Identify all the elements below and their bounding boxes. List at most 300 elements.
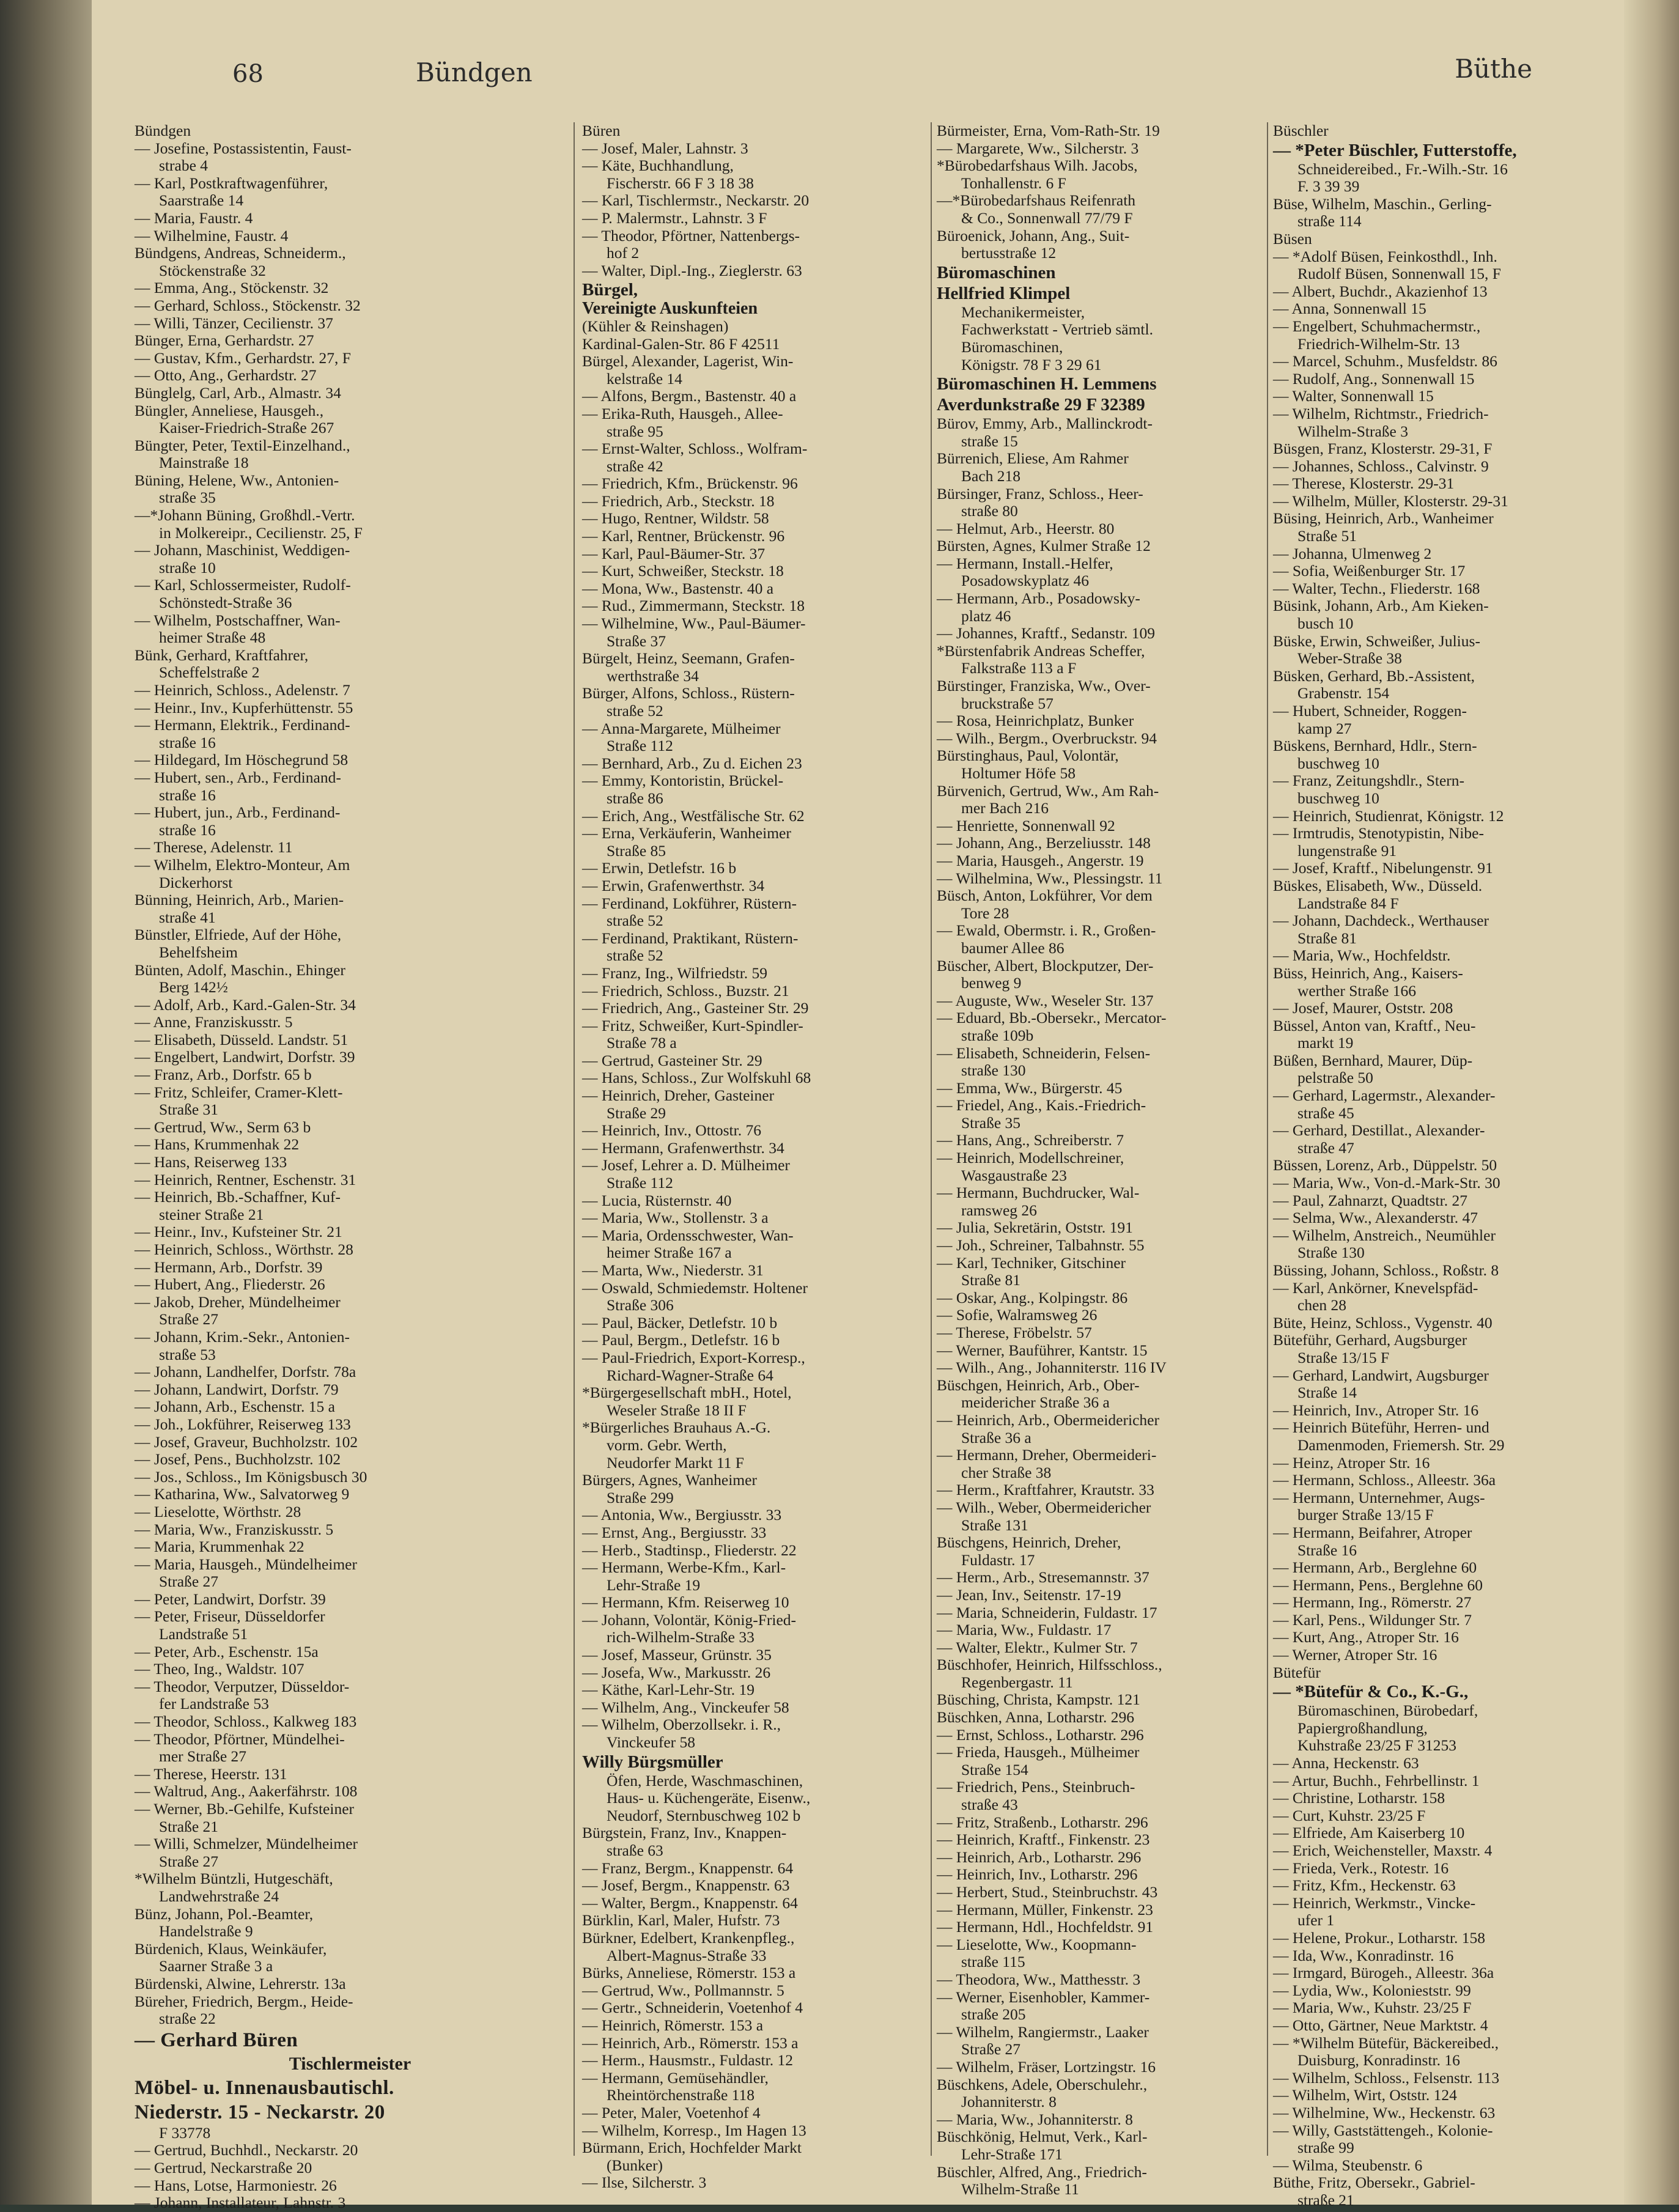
directory-entry: Büngter, Peter, Textil-Einzelhand., (135, 436, 350, 454)
directory-entry: — Heinrich, Dreher, Gasteiner (582, 1086, 775, 1105)
directory-entry: — Theodora, Ww., Matthesstr. 3 (937, 1970, 1141, 1988)
directory-entry: — Gertrud, Gasteiner Str. 29 (582, 1051, 762, 1069)
directory-entry: — Hermann, Müller, Finkenstr. 23 (937, 1900, 1153, 1919)
directory-entry: Saarner Straße 3 a (159, 1957, 273, 1975)
directory-entry: — Josef, Pens., Buchholzstr. 102 (135, 1450, 341, 1469)
directory-entry: Bürsinger, Franz, Schloss., Heer- (937, 484, 1143, 503)
directory-entry: — Lieselotte, Ww., Koopmann- (937, 1935, 1137, 1953)
page-number: 68 (232, 60, 264, 88)
directory-entry: Straße 112 (607, 737, 673, 755)
directory-entry: — Heinrich, Schloss., Wörthstr. 28 (135, 1241, 353, 1258)
directory-entry: — Hubert, Ang., Fliederstr. 26 (135, 1275, 325, 1294)
directory-entry: — Johann, Landwirt, Dorfstr. 79 (135, 1380, 339, 1398)
directory-entry: Bürger, Alfons, Schloss., Rüstern- (582, 684, 795, 702)
directory-entry: — Hermann, Schloss., Alleestr. 36a (1273, 1471, 1496, 1489)
directory-entry: Holtumer Höfe 58 (961, 764, 1076, 782)
directory-entry: Fischerstr. 66 F 3 18 38 (607, 174, 754, 192)
directory-entry: — Johann, Dachdeck., Werthauser (1273, 912, 1489, 930)
directory-entry: straße 53 (159, 1345, 216, 1363)
directory-entry: Grabenstr. 154 (1297, 684, 1390, 702)
column-rule (574, 122, 575, 2156)
directory-entry: — *Peter Büschler, Futterstoffe, (1273, 140, 1517, 160)
directory-entry: — Irmtrudis, Stenotypistin, Nibe- (1273, 824, 1484, 842)
directory-entry: — Elfriede, Am Kaiserberg 10 (1273, 1824, 1465, 1842)
directory-entry: — Hildegard, Im Höschegrund 58 (135, 751, 349, 769)
directory-entry: — Heinrich, Inv., Atroper Str. 16 (1273, 1401, 1479, 1419)
directory-entry: — Friedrich, Ang., Gasteiner Str. 29 (582, 999, 809, 1017)
directory-entry: — Johann, Arb., Eschenstr. 15 a (135, 1398, 335, 1416)
directory-entry: Straße 299 (607, 1488, 674, 1506)
directory-entry: ramsweg 26 (961, 1201, 1037, 1219)
directory-entry: — Karl, Rentner, Brückenstr. 96 (582, 527, 785, 545)
directory-entry: — Eduard, Bb.-Obersekr., Mercator- (937, 1009, 1167, 1027)
directory-entry: Falkstraße 113 a F (961, 659, 1077, 677)
directory-entry: straße 16 (159, 786, 216, 804)
directory-entry: — Bernhard, Arb., Zu d. Eichen 23 (582, 754, 802, 772)
directory-entry: *Bürstenfabrik Andreas Scheffer, (937, 641, 1145, 660)
directory-entry: Dickerhorst (159, 873, 233, 891)
directory-entry: — Paul, Bergm., Detlefstr. 16 b (582, 1331, 780, 1349)
directory-entry: Büsink, Johann, Arb., Am Kieken- (1273, 597, 1489, 615)
directory-entry: — Ilse, Silcherstr. 3 (582, 2173, 707, 2192)
directory-entry: Kaiser-Friedrich-Straße 267 (159, 419, 334, 437)
directory-entry: Bürks, Anneliese, Römerstr. 153 a (582, 1964, 796, 1982)
directory-entry: Bürdenich, Klaus, Weinkäufer, (135, 1939, 327, 1958)
directory-entry: Straße 16 (1297, 1541, 1357, 1559)
directory-entry: Straße 31 (159, 1100, 219, 1119)
directory-entry: Kardinal-Galen-Str. 86 F 42511 (582, 334, 780, 353)
directory-entry: — Maria, Hausgeh., Angerstr. 19 (937, 851, 1144, 869)
directory-entry: — Heinrich, Werkmstr., Vincke- (1273, 1893, 1476, 1912)
directory-entry: Bürsten, Agnes, Kulmer Straße 12 (937, 537, 1151, 555)
directory-entry: — Franz, Bergm., Knappenstr. 64 (582, 1859, 794, 1877)
directory-entry: Büsing, Heinrich, Arb., Wanheimer (1273, 509, 1494, 528)
directory-entry: — Josefine, Postassistentin, Faust- (135, 139, 352, 157)
directory-entry: Albert-Magnus-Straße 33 (607, 1946, 767, 1964)
directory-entry: — Elisabeth, Düsseld. Landstr. 51 (135, 1030, 349, 1049)
directory-entry: straße 80 (961, 502, 1018, 520)
directory-entry: — Maria, Ww., Franziskusstr. 5 (135, 1520, 334, 1538)
directory-entry: Büssing, Johann, Schloss., Roßstr. 8 (1273, 1261, 1499, 1279)
directory-entry: — Wilhelm, Oberzollsekr. i. R., (582, 1716, 781, 1734)
directory-entry: — Hans, Lotse, Harmoniestr. 26 (135, 2176, 337, 2194)
directory-entry: Büsch, Anton, Lokführer, Vor dem (937, 887, 1153, 905)
directory-entry: Bürstinghaus, Paul, Volontär, (937, 747, 1119, 765)
directory-entry: straße 86 (607, 789, 663, 807)
directory-entry: — Hans, Krummenhak 22 (135, 1135, 300, 1154)
directory-entry: — Sofia, Weißenburger Str. 17 (1273, 562, 1466, 580)
directory-entry: Straße 27 (159, 1852, 219, 1870)
directory-entry: — Maria, Krummenhak 22 (135, 1538, 304, 1556)
directory-entry: — Friedrich, Schloss., Buzstr. 21 (582, 981, 789, 1000)
directory-entry: heimer Straße 167 a (607, 1244, 732, 1262)
directory-entry: — Maria, Ww., Johanniterstr. 8 (937, 2110, 1133, 2128)
directory-entry: — Heinr., Inv., Kufsteiner Str. 21 (135, 1223, 342, 1241)
directory-entry: — Josef, Kraftf., Nibelungenstr. 91 (1273, 859, 1493, 877)
directory-entry: — Peter, Friseur, Düsseldorfer (135, 1607, 325, 1626)
directory-entry: Lehr-Straße 19 (607, 1576, 701, 1594)
directory-entry: — Engelbert, Schuhmachermstr., (1273, 317, 1481, 335)
directory-entry: — Hermann, Arb., Dorfstr. 39 (135, 1258, 323, 1276)
directory-entry: — Hermann, Werbe-Kfm., Karl- (582, 1558, 786, 1577)
directory-entry: — Herbert, Stud., Steinbruchstr. 43 (937, 1883, 1158, 1901)
directory-entry: — Hubert, sen., Arb., Ferdinand- (135, 768, 341, 786)
directory-entry: — Maria, Ordensschwester, Wan- (582, 1226, 794, 1244)
directory-entry: — Albert, Buchdr., Akazienhof 13 (1273, 282, 1488, 300)
page-header (141, 48, 1593, 97)
directory-entry: — Wilhelm, Rangiermstr., Laaker (937, 2022, 1149, 2041)
directory-entry: Büssel, Anton van, Kraftf., Neu- (1273, 1016, 1476, 1034)
directory-entry: Büskens, Bernhard, Hdlr., Stern- (1273, 737, 1477, 755)
directory-entry: chen 28 (1297, 1296, 1347, 1314)
directory-entry: — Mona, Ww., Bastenstr. 40 a (582, 579, 774, 597)
directory-entry: Landstraße 51 (159, 1625, 248, 1643)
directory-entry: — Heinrich Büteführ, Herren- und (1273, 1418, 1489, 1437)
directory-entry: cher Straße 38 (961, 1463, 1052, 1481)
directory-entry: straße 52 (607, 946, 663, 965)
directory-entry: Straße 27 (159, 1310, 219, 1329)
directory-entry: — Lydia, Ww., Kolonieststr. 99 (1273, 1981, 1471, 1999)
directory-entry: mer Straße 27 (159, 1747, 247, 1766)
directory-entry: Bürkner, Edelbert, Krankenpfleg., (582, 1928, 795, 1947)
directory-entry: straße 16 (159, 820, 216, 839)
directory-entry: — Wilhelm, Schloss., Felsenstr. 113 (1273, 2068, 1500, 2087)
directory-entry: — Gertrud, Neckarstraße 20 (135, 2158, 312, 2177)
directory-entry: straße 45 (1297, 1104, 1354, 1122)
directory-entry: straße 114 (1297, 212, 1362, 230)
directory-entry: — Wilh., Weber, Obermeidericher (937, 1498, 1151, 1516)
directory-entry: — Katharina, Ww., Salvatorweg 9 (135, 1485, 350, 1503)
directory-entry: straße 130 (961, 1061, 1026, 1080)
directory-entry: — Heinrich, Modellschreiner, (937, 1149, 1124, 1167)
directory-entry: — Hermann, Ing., Römerstr. 27 (1273, 1593, 1472, 1612)
directory-entry: — Herb., Stadtinsp., Fliederstr. 22 (582, 1541, 797, 1559)
directory-entry: straße 95 (607, 422, 663, 440)
directory-entry: straße 10 (159, 558, 216, 577)
directory-column-3 (937, 122, 1270, 2199)
directory-entry: Büßen, Bernhard, Maurer, Düp- (1273, 1051, 1473, 1069)
directory-entry: Büte, Heinz, Schloss., Vygenstr. 40 (1273, 1313, 1493, 1332)
directory-entry: — Karl, Pens., Wildunger Str. 7 (1273, 1610, 1472, 1629)
directory-entry: — Josef, Masseur, Grünstr. 35 (582, 1646, 772, 1664)
directory-entry: — Erna, Verkäuferin, Wanheimer (582, 824, 791, 842)
directory-entry: straße 63 (607, 1841, 663, 1859)
directory-entry: — Ernst, Schloss., Lotharstr. 296 (937, 1725, 1144, 1744)
directory-entry: Straße 81 (1297, 929, 1357, 947)
right-headword: Büthe (1455, 54, 1532, 84)
directory-entry: — Margarete, Ww., Silcherstr. 3 (937, 139, 1139, 157)
directory-entry: — Heinrich, Schloss., Adelenstr. 7 (135, 681, 350, 699)
directory-entry: — Heinrich, Studienrat, Königstr. 12 (1273, 806, 1504, 825)
directory-entry: — Emmy, Kontoristin, Brückel- (582, 772, 784, 790)
directory-entry: — Hubert, jun., Arb., Ferdinand- (135, 803, 341, 822)
directory-entry: — Wilhelmine, Ww., Heckenstr. 63 (1273, 2103, 1496, 2122)
directory-entry: Posadowskyplatz 46 (961, 572, 1089, 590)
directory-entry: — *Adolf Büsen, Feinkosthdl., Inh. (1273, 247, 1497, 265)
directory-entry: — Herm., Kraftfahrer, Krautstr. 33 (937, 1481, 1154, 1499)
directory-entry: — Helmut, Arb., Heerstr. 80 (937, 519, 1115, 537)
directory-entry: Straße 21 (159, 1817, 219, 1835)
directory-entry: — Heinz, Atroper Str. 16 (1273, 1453, 1430, 1472)
directory-entry: — Helene, Prokur., Lotharstr. 158 (1273, 1928, 1486, 1947)
directory-entry: Behelfsheim (159, 943, 238, 961)
directory-entry: — Wilhelmina, Ww., Plessingstr. 11 (937, 869, 1163, 887)
directory-entry: — Wilma, Steubenstr. 6 (1273, 2156, 1423, 2174)
directory-entry: — Wilhelm, Fräser, Lortzingstr. 16 (937, 2057, 1156, 2076)
directory-entry: — Gerhard, Destillat., Alexander- (1273, 1121, 1485, 1140)
directory-entry: — Gerhard, Lagermstr., Alexander- (1273, 1086, 1496, 1105)
directory-entry: Büschhofer, Heinrich, Hilfsschloss., (937, 1656, 1162, 1674)
directory-entry: — Franz, Ing., Wilfriedstr. 59 (582, 964, 768, 982)
directory-entry: — Willi, Schmelzer, Mündelheimer (135, 1835, 358, 1853)
directory-entry: heimer Straße 48 (159, 629, 266, 647)
directory-entry: — Karl, Ankörner, Knevelspfäd- (1273, 1278, 1478, 1297)
directory-entry: Büreher, Friedrich, Bergm., Heide- (135, 1992, 353, 2010)
directory-entry: — Heinrich, Inv., Lotharstr. 296 (937, 1865, 1138, 1884)
directory-entry: — Fritz, Schweißer, Kurt-Spindler- (582, 1016, 803, 1034)
directory-entry: — Johann, Ang., Berzeliusstr. 148 (937, 834, 1151, 852)
directory-entry: — Frieda, Hausgeh., Mülheimer (937, 1743, 1140, 1761)
directory-entry: straße 205 (961, 2005, 1026, 2024)
directory-entry: Damenmoden, Friemersh. Str. 29 (1297, 1436, 1505, 1454)
directory-entry: — Ernst-Walter, Schloss., Wolfram- (582, 440, 808, 458)
directory-entry: meidericher Straße 36 a (961, 1393, 1110, 1412)
directory-entry: — Johann, Maschinist, Weddigen- (135, 541, 350, 559)
directory-entry: — Heinrich, Rentner, Eschenstr. 31 (135, 1170, 356, 1189)
directory-entry: — Ferdinand, Lokführer, Rüstern- (582, 894, 797, 912)
directory-entry: Straße 13/15 F (1297, 1348, 1390, 1366)
directory-entry: — Anna, Sonnenwall 15 (1273, 300, 1426, 318)
directory-entry: — Rudolf, Ang., Sonnenwall 15 (1273, 369, 1475, 388)
directory-entry: pelstraße 50 (1297, 1069, 1373, 1087)
directory-entry: — Oswald, Schmiedemstr. Holtener (582, 1278, 808, 1297)
directory-entry: — Johann, Landhelfer, Dorfstr. 78a (135, 1363, 356, 1381)
directory-entry: Straße 14 (1297, 1384, 1357, 1402)
directory-entry: — Maria, Ww., Stollenstr. 3 a (582, 1209, 769, 1227)
directory-entry: — Wilhelmine, Faustr. 4 (135, 226, 289, 245)
directory-entry: — *Wilhelm Bütefür, Bäckereibed., (1273, 2033, 1499, 2052)
directory-entry: — Artur, Buchh., Fehrbellinstr. 1 (1273, 1771, 1480, 1790)
directory-entry: *Bürobedarfshaus Wilh. Jacobs, (937, 157, 1138, 175)
directory-entry: — Josef, Graveur, Buchholzstr. 102 (135, 1432, 358, 1451)
directory-entry: Vinckeufer 58 (607, 1733, 696, 1752)
directory-entry: — Wilhelm, Müller, Klosterstr. 29-31 (1273, 492, 1508, 510)
directory-entry: Tonhallenstr. 6 F (961, 174, 1066, 192)
directory-entry: Bürvenich, Gertrud, Ww., Am Rah- (937, 781, 1159, 800)
directory-entry: straße 22 (159, 2010, 216, 2028)
directory-entry: — Willi, Tänzer, Cecilienstr. 37 (135, 314, 333, 332)
directory-entry: Neudorfer Markt 11 F (607, 1453, 744, 1472)
directory-entry: — Johann, Installateur, Lahnstr. 3 (135, 2194, 346, 2212)
directory-entry: — Theo, Ing., Waldstr. 107 (135, 1660, 304, 1678)
directory-entry: — Joh., Schreiner, Talbahnstr. 55 (937, 1236, 1145, 1255)
directory-entry: Richard-Wagner-Straße 64 (607, 1366, 773, 1384)
directory-entry: Saarstraße 14 (159, 191, 244, 210)
directory-entry: Büsen (1273, 229, 1312, 248)
directory-entry: — Johanna, Ulmenweg 2 (1273, 544, 1432, 562)
directory-column-4 (1273, 122, 1600, 2209)
directory-entry: — Josef, Maler, Lahnstr. 3 (582, 139, 748, 157)
directory-entry: — Hermann, Unternehmer, Augs- (1273, 1488, 1485, 1506)
directory-entry: — Paul, Zahnarzt, Quadtstr. 27 (1273, 1191, 1467, 1209)
directory-entry: Straße 27 (159, 1572, 219, 1591)
directory-entry: — Theodor, Pförtner, Nattenbergs- (582, 226, 800, 245)
directory-entry: — Josef, Lehrer a. D. Mülheimer (582, 1156, 790, 1174)
directory-entry: — Gertr., Schneiderin, Voetenhof 4 (582, 1999, 803, 2017)
directory-entry: — Erwin, Detlefstr. 16 b (582, 859, 737, 877)
directory-entry: — Emma, Ww., Bürgerstr. 45 (937, 1078, 1123, 1097)
directory-entry: Straße 29 (607, 1104, 666, 1122)
directory-entry: *Bürgergesellschaft mbH., Hotel, (582, 1384, 792, 1402)
directory-entry: markt 19 (1297, 1034, 1354, 1052)
directory-entry: — Johannes, Kraftf., Sedanstr. 109 (937, 624, 1155, 643)
directory-entry: Scheffelstraße 2 (159, 663, 260, 682)
directory-entry: Bürmeister, Erna, Vom-Rath-Str. 19 (937, 122, 1160, 139)
directory-entry: — Franz, Zeitungshdlr., Stern- (1273, 772, 1465, 790)
directory-entry: Straße 37 (607, 632, 666, 650)
directory-entry: — Sofie, Walramsweg 26 (937, 1306, 1098, 1324)
directory-entry: — Oskar, Ang., Kolpingstr. 86 (937, 1288, 1128, 1307)
directory-entry: Bach 218 (961, 466, 1021, 485)
directory-entry: —*Johann Büning, Großhdl.-Vertr. (135, 506, 355, 525)
directory-entry: — Erich, Weichensteller, Maxstr. 4 (1273, 1841, 1493, 1859)
directory-entry: — Heinrich, Arb., Römerstr. 153 a (582, 2033, 799, 2052)
directory-entry: — Maria, Ww., Hochfeldstr. (1273, 946, 1451, 965)
directory-entry: — Heinrich, Arb., Lotharstr. 296 (937, 1848, 1142, 1866)
directory-entry: F. 3 39 39 (1297, 177, 1360, 196)
directory-entry: Büschgen, Heinrich, Arb., Ober- (937, 1376, 1140, 1394)
directory-entry: *Bürgerliches Brauhaus A.-G. (582, 1418, 771, 1437)
directory-entry: — Johann, Volontär, König-Fried- (582, 1610, 797, 1629)
directory-entry: — Werner, Atroper Str. 16 (1273, 1646, 1437, 1664)
directory-entry: — Antonia, Ww., Bergiusstr. 33 (582, 1506, 782, 1524)
directory-entry: Schönstedt-Straße 36 (159, 594, 292, 612)
directory-entry: platz 46 (961, 606, 1011, 625)
directory-entry: — Johannes, Schloss., Calvinstr. 9 (1273, 457, 1489, 475)
directory-entry: — Fritz, Kfm., Heckenstr. 63 (1273, 1876, 1456, 1895)
directory-entry: Bürgel, (582, 280, 638, 300)
directory-entry: straße 16 (159, 733, 216, 751)
directory-entry: Stöckenstraße 32 (159, 261, 266, 279)
directory-entry: Papiergroßhandlung, (1297, 1719, 1428, 1737)
directory-entry: — Heinr., Inv., Kupferhüttenstr. 55 (135, 698, 353, 717)
directory-entry: Büschken, Anna, Lotharstr. 296 (937, 1708, 1134, 1727)
directory-entry: Bürov, Emmy, Arb., Mallinckrodt- (937, 415, 1153, 433)
directory-entry: busch 10 (1297, 614, 1354, 633)
directory-entry: Büss, Heinrich, Ang., Kaisers- (1273, 964, 1463, 982)
left-headword: Bündgen (416, 57, 533, 87)
directory-entry: — Hermann, Elektrik., Ferdinand- (135, 716, 350, 734)
directory-entry: — Werner, Bb.-Gehilfe, Kufsteiner (135, 1800, 355, 1818)
directory-entry: Mainstraße 18 (159, 454, 249, 472)
directory-entry: — Wilhelm, Elektro-Monteur, Am (135, 855, 350, 874)
directory-entry: — Lieselotte, Wörthstr. 28 (135, 1502, 301, 1521)
directory-entry: — Christine, Lotharstr. 158 (1273, 1789, 1445, 1807)
directory-entry: Kuhstraße 23/25 F 31253 (1297, 1736, 1456, 1755)
directory-entry: — Hermann, Hdl., Hochfeldstr. 91 (937, 1918, 1154, 1936)
directory-entry: — Otto, Ang., Gerhardstr. 27 (135, 366, 317, 385)
directory-entry: Büthe, Fritz, Obersekr., Gabriel- (1273, 2173, 1475, 2192)
directory-entry: — Käthe, Karl-Lehr-Str. 19 (582, 1681, 755, 1699)
directory-entry: — Marta, Ww., Niederstr. 31 (582, 1261, 764, 1279)
directory-entry: vorm. Gebr. Werth, (607, 1436, 727, 1454)
directory-entry: — Karl, Schlossermeister, Rudolf- (135, 576, 351, 594)
directory-entry: — Erika-Ruth, Hausgeh., Allee- (582, 404, 783, 422)
directory-entry: — Maria, Faustr. 4 (135, 208, 253, 227)
directory-entry: — Anne, Franziskusstr. 5 (135, 1013, 293, 1031)
directory-entry: Averdunkstraße 29 F 32389 (937, 395, 1145, 415)
directory-entry: Straße 78 a (607, 1034, 677, 1052)
directory-entry: straße 43 (961, 1796, 1018, 1814)
directory-entry: mer Bach 216 (961, 799, 1049, 817)
directory-entry: — Jos., Schloss., Im Königsbusch 30 (135, 1467, 367, 1486)
directory-entry: bertusstraße 12 (961, 244, 1057, 262)
directory-entry: Büske, Erwin, Schweißer, Julius- (1273, 632, 1480, 650)
directory-entry: Büngler, Anneliese, Hausgeh., (135, 401, 324, 419)
directory-entry: Büscher, Albert, Blockputzer, Der- (937, 956, 1154, 975)
directory-entry: straße 52 (607, 702, 663, 720)
directory-entry: Bünstler, Elfriede, Auf der Höhe, (135, 926, 342, 944)
directory-entry: Berg 142½ (159, 978, 228, 997)
directory-entry: Schneidereibed., Fr.-Wilh.-Str. 16 (1297, 160, 1508, 178)
directory-entry: Fachwerkstatt - Vertrieb sämtl. (961, 320, 1153, 339)
directory-entry: Straße 112 (607, 1174, 673, 1192)
directory-entry: — Hermann, Kfm. Reiserweg 10 (582, 1593, 789, 1612)
directory-entry: — Werner, Bauführer, Kantstr. 15 (937, 1341, 1148, 1359)
directory-entry: — Gerhard, Landwirt, Augsburger (1273, 1366, 1489, 1384)
directory-entry: & Co., Sonnenwall 77/79 F (961, 208, 1133, 227)
directory-entry: — Alfons, Bergm., Bastenstr. 40 a (582, 387, 797, 405)
directory-entry: — Hubert, Schneider, Roggen- (1273, 702, 1467, 720)
directory-entry: — Kurt, Schweißer, Steckstr. 18 (582, 562, 784, 580)
directory-entry: Straße 85 (607, 841, 666, 860)
directory-entry: — Wilhelm, Korresp., Im Hagen 13 (582, 2121, 806, 2139)
directory-entry: — Maria, Ww., Kuhstr. 23/25 F (1273, 1999, 1472, 2017)
directory-entry: Wasgaustraße 23 (961, 1166, 1067, 1184)
directory-entry: straße 41 (159, 908, 216, 926)
directory-entry: — Waltrud, Ang., Aakerfährstr. 108 (135, 1782, 358, 1801)
directory-entry: Fuldastr. 17 (961, 1550, 1035, 1569)
directory-entry: — Adolf, Arb., Kard.-Galen-Str. 34 (135, 995, 356, 1014)
directory-entry: straße 35 (159, 488, 216, 507)
directory-entry: — Gustav, Kfm., Gerhardstr. 27, F (135, 348, 351, 367)
directory-entry: — Irmgard, Bürogeh., Alleestr. 36a (1273, 1964, 1494, 1982)
directory-entry: Bünger, Erna, Gerhardstr. 27 (135, 331, 314, 350)
directory-entry: Büsken, Gerhard, Bb.-Assistent, (1273, 666, 1475, 685)
directory-entry: werthstraße 34 (607, 666, 699, 685)
directory-entry: — Therese, Heerstr. 131 (135, 1764, 287, 1783)
directory-entry: — Henriette, Sonnenwall 92 (937, 816, 1115, 835)
directory-entry: Weseler Straße 18 II F (607, 1401, 747, 1419)
directory-entry: — Wilh., Bergm., Overbruckstr. 94 (937, 729, 1157, 747)
directory-entry: — Käte, Buchhandlung, (582, 157, 734, 175)
directory-entry: straße 99 (1297, 2139, 1354, 2157)
directory-entry: — Walter, Techn., Fliederstr. 168 (1273, 579, 1480, 597)
directory-entry: Büroenick, Johann, Ang., Suit- (937, 226, 1130, 245)
directory-entry: — Ferdinand, Praktikant, Rüstern- (582, 929, 799, 947)
directory-entry: lungenstraße 91 (1297, 841, 1397, 860)
directory-entry: Rheintörchenstraße 118 (607, 2086, 755, 2104)
directory-entry: — Walter, Bergm., Knappenstr. 64 (582, 1893, 798, 1912)
directory-entry: Duisburg, Konradinstr. 16 (1297, 2051, 1460, 2070)
directory-entry: straße 42 (607, 457, 663, 475)
directory-entry: — Anna, Heckenstr. 63 (1273, 1754, 1419, 1772)
directory-entry: — Ewald, Obermstr. i. R., Großen- (937, 921, 1156, 940)
directory-entry: Straße 81 (961, 1271, 1021, 1289)
directory-entry: — Therese, Fröbelstr. 57 (937, 1324, 1092, 1341)
directory-entry: Tore 28 (961, 904, 1009, 922)
directory-entry: — Marcel, Schuhm., Musfeldstr. 86 (1273, 352, 1497, 371)
